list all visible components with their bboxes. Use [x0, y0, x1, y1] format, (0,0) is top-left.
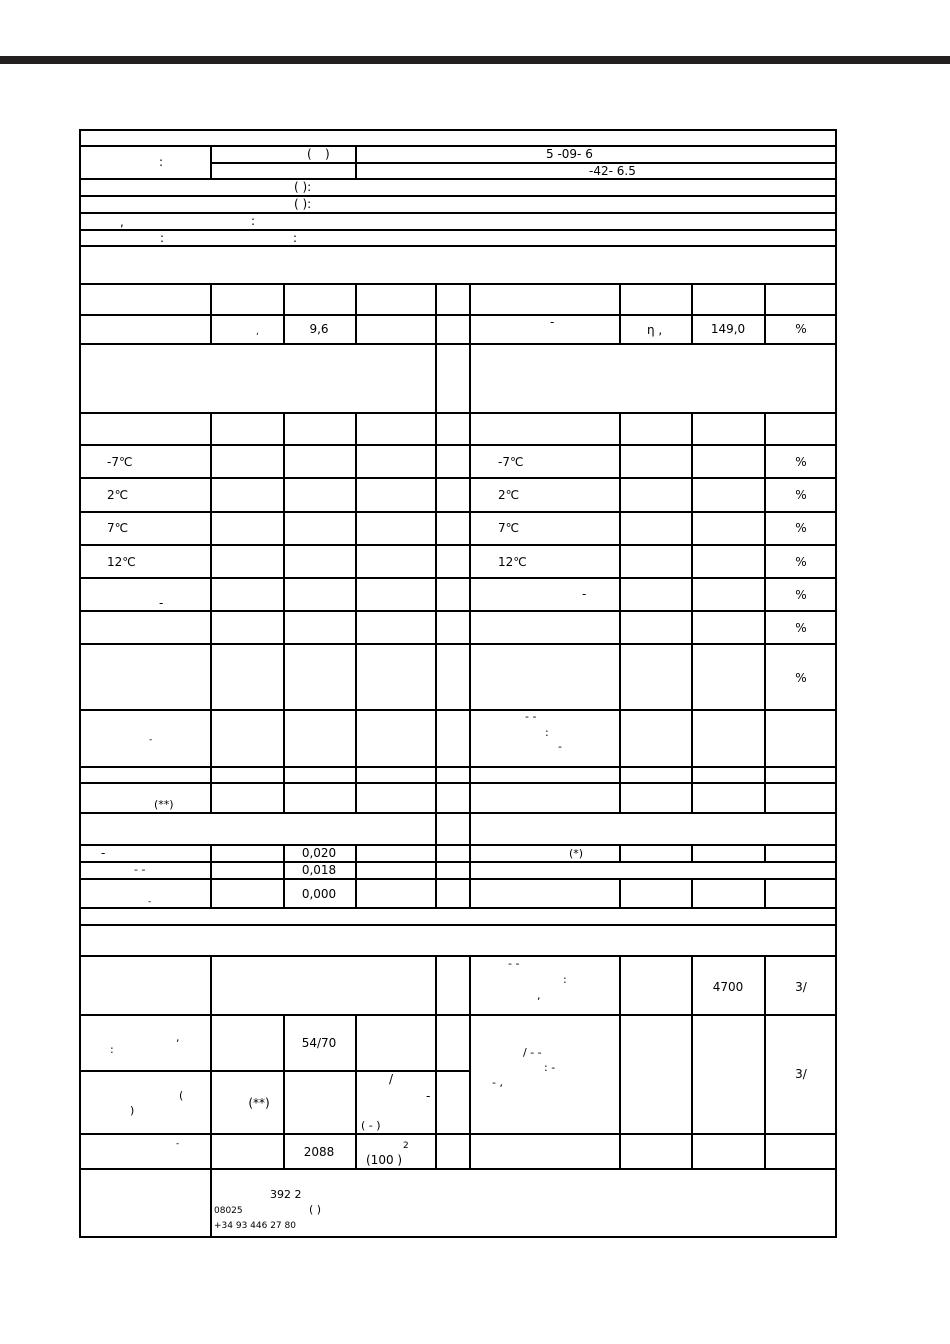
table-rule-vertical [210, 283, 212, 344]
table-rule-horizontal [79, 610, 837, 612]
table-rule-horizontal [79, 212, 837, 214]
supplementary-mark: (*) [569, 847, 584, 860]
table-rule-horizontal [79, 1236, 837, 1238]
sound-power-level: 54/70 [301, 1036, 337, 1050]
table-rule-horizontal [79, 1070, 470, 1072]
contact-address-line1: 392 2 [270, 1188, 302, 1201]
right-temp-7: 7℃ [498, 521, 520, 535]
gwp-paren-open: ( [179, 1089, 184, 1102]
table-rule-vertical [764, 878, 766, 908]
degradation-mark: (**) [154, 798, 174, 811]
identifier-colon: : [159, 155, 164, 169]
table-rule-vertical [435, 955, 437, 1169]
table-rule-vertical [619, 412, 621, 813]
table-rule-horizontal [79, 283, 837, 285]
cop-unit-2: % [795, 488, 807, 502]
water-flow-unit: 3/ [795, 1067, 807, 1081]
spec-sheet-table [79, 129, 837, 1238]
table-rule-horizontal [79, 643, 837, 645]
efficiency-dash: - [550, 315, 555, 329]
table-rule-vertical [210, 955, 212, 1238]
table-rule-vertical [691, 412, 693, 813]
table-rule-horizontal [79, 907, 837, 909]
left-temp-7: 7℃ [107, 521, 129, 535]
table-rule-horizontal [79, 444, 837, 446]
sound-colon: : [110, 1043, 114, 1056]
aux-power-standby: 0,000 [301, 887, 337, 901]
table-rule-horizontal [79, 245, 837, 247]
refrigerant-slash: / [389, 1072, 394, 1086]
cop-unit-tol: % [795, 621, 807, 635]
refrigerant-dash: - [426, 1089, 431, 1103]
seasonal-efficiency-value: 149,0 [710, 322, 746, 336]
rated-sub-mark: , [256, 327, 259, 337]
table-rule-horizontal [79, 955, 837, 957]
table-rule-vertical [355, 145, 357, 179]
water-flow-dashes: / - - [523, 1046, 542, 1059]
airflow-dashes: - - [508, 957, 520, 970]
table-rule-horizontal [79, 1168, 837, 1170]
cycling-dash2: - [558, 740, 562, 753]
table-rule-horizontal [79, 878, 837, 880]
aux-dash-b: - [148, 897, 152, 907]
cycling-colon: : [545, 726, 549, 739]
table-rule-horizontal [211, 162, 837, 164]
table-rule-vertical [691, 878, 693, 908]
table-rule-horizontal [79, 861, 837, 863]
header-colon-a: : [251, 214, 256, 228]
header-colon-b: : [160, 231, 165, 245]
table-rule-horizontal [79, 343, 837, 345]
table-rule-horizontal [79, 477, 837, 479]
emission-superscript: 2 [403, 1141, 409, 1151]
table-rule-vertical [619, 878, 621, 908]
header-comma: , [120, 215, 124, 229]
sound-comma: , [176, 1031, 180, 1044]
contact-phone: +34 93 446 27 80 [214, 1221, 296, 1231]
co2-equivalent-value: 2088 [303, 1145, 335, 1159]
left-temp-2: 2℃ [107, 488, 129, 502]
refrigerant-paren-dash: ( - ) [361, 1119, 381, 1132]
table-rule-horizontal [79, 924, 837, 926]
right-temp-12: 12℃ [498, 555, 527, 569]
airflow-colon: : [563, 973, 567, 986]
left-temp-12: 12℃ [107, 555, 136, 569]
right-temp-2: 2℃ [498, 488, 520, 502]
table-rule-vertical [764, 844, 766, 862]
cop-unit-minus7: % [795, 455, 807, 469]
table-rule-horizontal [79, 577, 837, 579]
rated-air-flow-unit: 3/ [795, 980, 807, 994]
table-rule-vertical [355, 844, 357, 908]
table-rule-horizontal [79, 1014, 837, 1016]
table-rule-horizontal [79, 544, 837, 546]
table-rule-horizontal [79, 782, 837, 784]
rated-air-flow-value: 4700 [712, 980, 744, 994]
aux-power-thermostat: 0,018 [301, 863, 337, 877]
rated-heat-output: 9,6 [309, 322, 329, 336]
table-rule-vertical [619, 844, 621, 862]
paren-close: ) [325, 147, 330, 161]
table-rule-vertical [691, 283, 693, 344]
table-rule-vertical [210, 844, 212, 908]
gwp-paren-close: ) [130, 1104, 135, 1117]
table-rule-vertical [435, 412, 437, 908]
table-rule-horizontal [79, 145, 837, 147]
aux-dash-a: - [101, 846, 106, 860]
table-rule-horizontal [79, 511, 837, 513]
cop-unit-bivalent: % [795, 588, 807, 602]
table-rule-horizontal [79, 195, 837, 197]
table-rule-vertical [469, 283, 471, 413]
paren-open: ( [307, 147, 312, 161]
heat-pump-paren-label: ( ): [294, 180, 312, 194]
gwp-mark: (**) [248, 1096, 270, 1110]
table-rule-vertical [283, 844, 285, 908]
cop-unit-extra: % [795, 671, 807, 685]
table-rule-vertical [764, 283, 766, 344]
contact-postcode: 08025 [214, 1206, 243, 1216]
table-rule-vertical [210, 145, 212, 179]
table-rule-horizontal [79, 412, 837, 414]
cop-unit-7: % [795, 521, 807, 535]
table-rule-vertical [764, 412, 766, 813]
table-rule-horizontal [79, 766, 837, 768]
emission-dash: - [176, 1139, 180, 1149]
table-rule-vertical [619, 283, 621, 344]
top-rule [0, 56, 950, 64]
table-rule-vertical [355, 283, 357, 344]
cycling-dash: - [149, 735, 153, 745]
table-rule-vertical [835, 129, 837, 1238]
table-rule-vertical [764, 955, 766, 1169]
emission-unit: (100 ) [366, 1153, 403, 1167]
table-rule-vertical [355, 1014, 357, 1169]
table-rule-vertical [355, 412, 357, 813]
bivalent-dash-right: - [582, 587, 587, 601]
heater-paren-label: ( ): [294, 197, 312, 211]
efficiency-unit: % [795, 322, 807, 336]
table-rule-vertical [435, 283, 437, 413]
table-rule-vertical [79, 129, 81, 1238]
table-rule-vertical [691, 955, 693, 1169]
table-rule-horizontal [79, 1133, 837, 1135]
cop-unit-12: % [795, 555, 807, 569]
cycling-dashes: - - [525, 710, 537, 723]
water-flow-comma: - , [492, 1076, 503, 1089]
table-rule-horizontal [79, 314, 837, 316]
contact-city-paren: ( ) [309, 1203, 322, 1216]
table-rule-vertical [210, 412, 212, 813]
table-rule-horizontal [79, 178, 837, 180]
bivalent-dash-left: - [159, 596, 164, 610]
header-colon-c: : [293, 231, 298, 245]
table-rule-horizontal [79, 812, 837, 814]
table-rule-vertical [469, 412, 471, 908]
table-rule-horizontal [79, 229, 837, 231]
eta-symbol: η , [647, 323, 663, 337]
aux-dash-pair: - - [134, 863, 146, 876]
table-rule-horizontal [79, 844, 837, 846]
right-temp-minus7: -7℃ [498, 455, 524, 469]
table-rule-vertical [469, 955, 471, 1169]
model-identifier-row2: -42- 6.5 [589, 164, 636, 178]
table-rule-vertical [283, 412, 285, 813]
table-rule-vertical [691, 844, 693, 862]
table-rule-horizontal [79, 129, 837, 131]
airflow-comma: , [537, 989, 541, 1002]
aux-power-off: 0,020 [301, 846, 337, 860]
left-temp-minus7: -7℃ [107, 455, 133, 469]
table-rule-horizontal [79, 709, 837, 711]
table-rule-vertical [619, 955, 621, 1169]
table-rule-vertical [283, 283, 285, 344]
model-identifier-row1: 5 -09- 6 [546, 147, 593, 161]
table-rule-vertical [283, 1014, 285, 1169]
water-flow-colon: : - [544, 1061, 556, 1074]
